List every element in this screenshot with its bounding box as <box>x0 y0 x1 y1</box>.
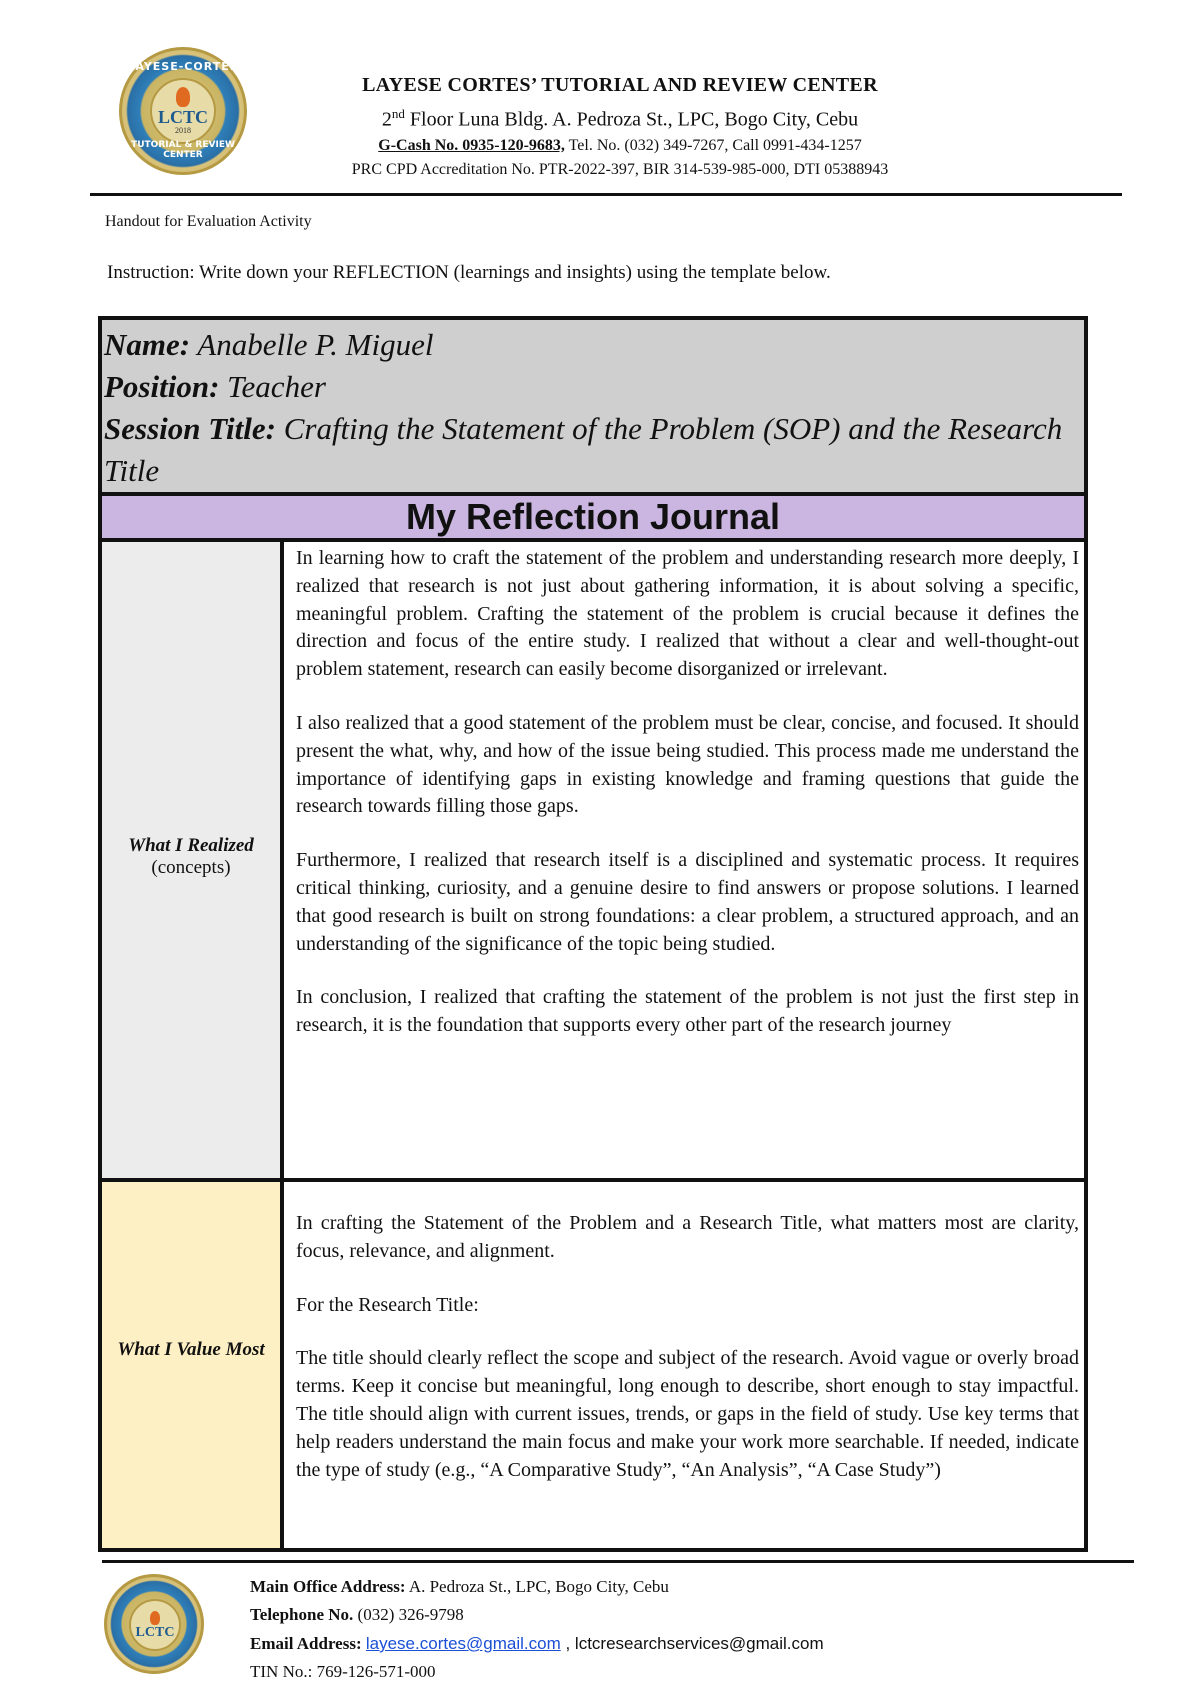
footer-logo-monogram: LCTC <box>135 1624 175 1640</box>
gcash-number: G-Cash No. 0935-120-9683, <box>378 137 565 154</box>
address-rest: Floor Luna Bldg. A. Pedroza St., LPC, Bogo City, Cebu <box>404 108 859 131</box>
phone-value: (032) 326-9798 <box>353 1605 464 1624</box>
org-accreditation: PRC CPD Accreditation No. PTR-2022-397, BIR 314-539-985-000, DTI 05388943 <box>351 161 889 178</box>
value-paragraph: The title should clearly reflect the scope and subject of the research. Avoid vague or overly broad terms. Keep it concise but meaningful, long enough to describe, short enough to stay impactful. The title should align with current issues, trends, or gaps in the field of study. Use key terms that help readers understand the main focus and make your work more searchable. If needed, indicate the type of study (e.g., “A Comparative Study”, “An Analysis”, “A Case Study”) <box>296 1347 1079 1481</box>
org-name: LAYESE CORTES’ TUTORIAL AND REVIEW CENTER <box>362 74 878 96</box>
session-label: Session Title: <box>104 411 276 446</box>
footer-phone <box>250 1605 464 1625</box>
header-logo <box>119 47 247 175</box>
footer-tin: TIN No.: 769-126-571-000 <box>250 1662 436 1681</box>
contact-rest: Tel. No. (032) 349-7267, Call 0991-434-1257 <box>564 137 862 154</box>
logo-core <box>150 78 216 144</box>
value-text <box>296 1210 1079 1484</box>
realized-text <box>296 545 1079 1066</box>
logo-ring-bottom: TUTORIAL & REVIEW CENTER <box>131 140 235 160</box>
realized-paragraph: In conclusion, I realized that crafting the statement of the problem is not just the first step in research, it is the foundation that supports every other part of the research journey <box>296 986 1079 1037</box>
org-contact <box>240 137 1000 155</box>
value-label: What I Value Most <box>117 1339 265 1360</box>
name-row <box>104 324 1084 366</box>
realized-sublabel: (concepts) <box>151 857 231 878</box>
footer-office <box>250 1577 669 1597</box>
position-value: Teacher <box>219 369 326 404</box>
footer-divider <box>102 1560 1134 1563</box>
logo-monogram: LCTC <box>157 107 208 127</box>
realized-paragraph: I also realized that a good statement of the problem must be clear, concise, and focused. It should present the what, why, and how of the issue being studied. This process made me understand the importance of identifying gaps in existing knowledge and framing questions that guide the research towards filling those gaps. <box>296 711 1079 818</box>
position-row <box>104 366 1084 408</box>
handout-caption: Handout for Evaluation Activity <box>105 213 312 230</box>
address-floor: 2 <box>381 108 392 131</box>
org-address <box>240 106 1000 132</box>
phone-label: Telephone No. <box>250 1605 354 1624</box>
footer-email <box>250 1634 824 1654</box>
realized-label: What I Realized <box>128 835 254 856</box>
journal-title: My Reflection Journal <box>102 496 1084 538</box>
realized-paragraph: Furthermore, I realized that research itself is a disciplined and systematic process. It requires critical thinking, curiosity, and a genuine desire to find answers or propose solutions. I learned that good research is built on strong foundations: a clear problem, a structured approach, and an understanding of the significance of the topic being studied. <box>296 849 1079 955</box>
name-value: Anabelle P. Miguel <box>190 327 434 362</box>
value-paragraph: For the Research Title: <box>296 1293 479 1316</box>
logo-year: 2018 <box>175 126 191 135</box>
name-label: Name: <box>104 327 191 362</box>
header-divider <box>90 193 1122 196</box>
torch-icon <box>176 87 190 107</box>
realized-paragraph: In learning how to craft the statement of the problem and understanding research more deeply, I realized that research is not just about gathering information, it is about solving a specific, meaningful problem. Crafting the statement of the problem is crucial because it defines the direction and focus of the entire study. I realized that without a clear and well-thought-out problem statement, research can easily become disorganized or irrelevant. <box>296 547 1079 681</box>
footer-torch-icon <box>150 1611 160 1625</box>
logo-ring-text: LAYESE-CORTES <box>127 60 239 73</box>
address-floor-sup: nd <box>391 106 405 121</box>
footer-logo <box>104 1574 204 1674</box>
instruction-text: Instruction: Write down your REFLECTION (learnings and insights) using the template below. <box>107 262 831 283</box>
participant-info <box>102 320 1084 492</box>
value-paragraph: In crafting the Statement of the Problem and a Research Title, what matters most are clarity, focus, relevance, and alignment. <box>296 1212 1079 1262</box>
email-label: Email Address: <box>250 1634 362 1653</box>
position-label: Position: <box>104 369 220 404</box>
session-value: Crafting the Statement of the Problem (SOP) and the Research Title <box>104 411 1063 488</box>
session-row <box>104 408 1084 492</box>
realized-label-cell <box>102 542 280 1178</box>
realized-column-divider <box>280 542 284 1548</box>
value-label-cell <box>102 1182 280 1548</box>
office-label: Main Office Address: <box>250 1577 406 1596</box>
office-value: A. Pedroza St., LPC, Bogo City, Cebu <box>405 1577 669 1596</box>
email-other: , lctcresearchservices@gmail.com <box>560 1634 824 1653</box>
email-link[interactable]: layese.cortes@gmail.com <box>365 1634 561 1653</box>
footer-logo-core <box>129 1599 181 1651</box>
